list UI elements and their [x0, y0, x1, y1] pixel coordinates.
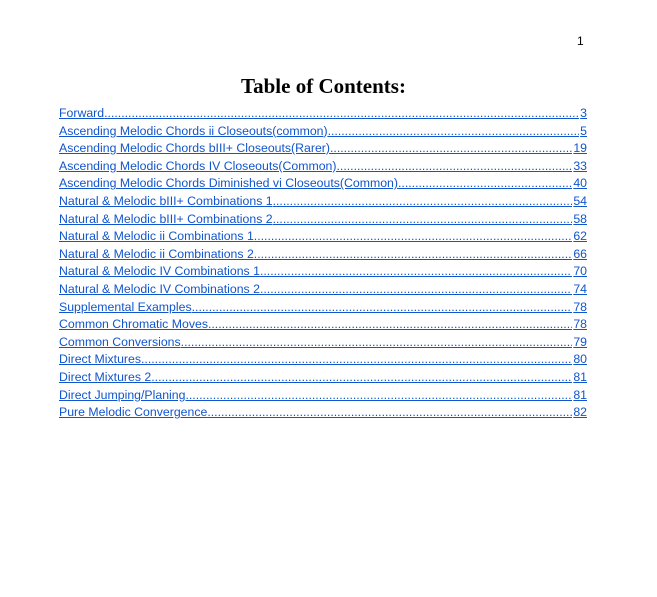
toc-entry-label: Natural & Melodic ii Combinations 2 — [59, 246, 254, 261]
toc-entry-page: 62 — [573, 229, 587, 244]
toc-leader-dots — [141, 351, 572, 369]
toc-leader-dots — [260, 281, 572, 299]
toc-entry-label: Forward — [59, 106, 105, 120]
toc-entry-label: Ascending Melodic Chords ii Closeouts(common) — [59, 123, 328, 138]
toc-entry[interactable] — [59, 387, 587, 405]
toc-entry-label: Direct Jumping/Planing — [59, 387, 186, 402]
toc-entry-page: 81 — [573, 369, 587, 384]
toc-leader-dots — [330, 140, 572, 158]
toc-entry[interactable] — [59, 299, 587, 317]
toc-entry-page: 80 — [573, 352, 587, 367]
toc-entry-label: Ascending Melodic Chords bIII+ Closeouts(Rarer) — [59, 141, 330, 156]
toc-leader-dots — [207, 404, 572, 422]
toc-entry-page: 54 — [573, 193, 587, 208]
toc-entry-page: 5 — [580, 123, 587, 138]
toc-entry[interactable] — [59, 369, 587, 387]
toc-entry[interactable] — [59, 175, 587, 193]
toc-entry[interactable] — [59, 351, 587, 369]
toc-entry-label: Supplemental Examples — [59, 299, 192, 314]
toc-entry-label: Direct Mixtures — [59, 352, 141, 367]
toc-entry[interactable] — [59, 105, 587, 123]
toc-entry-label: Common Chromatic Moves — [59, 317, 208, 332]
toc-leader-dots — [398, 175, 572, 193]
toc-entry[interactable] — [59, 281, 587, 299]
toc-leader-dots — [208, 316, 572, 334]
toc-entry-page: 58 — [573, 211, 587, 226]
toc-entry-label: Common Conversions — [59, 334, 181, 349]
toc-entry[interactable] — [59, 193, 587, 211]
toc-leader-dots — [254, 246, 573, 264]
toc-entry[interactable] — [59, 123, 587, 141]
toc-leader-dots — [273, 211, 573, 229]
toc-entry-label: Natural & Melodic IV Combinations 2 — [59, 281, 260, 296]
toc-leader-dots — [328, 123, 580, 141]
toc-entry-label: Natural & Melodic bIII+ Combinations 1 — [59, 193, 273, 208]
toc-entry-label: Natural & Melodic bIII+ Combinations 2 — [59, 211, 273, 226]
toc-entry-label: Ascending Melodic Chords IV Closeouts(Common) — [59, 158, 337, 173]
toc-entry[interactable] — [59, 140, 587, 158]
toc-leader-dots — [260, 263, 572, 281]
toc-entry[interactable] — [59, 316, 587, 334]
toc-entry-page: 3 — [580, 106, 587, 120]
toc-leader-dots — [336, 158, 572, 176]
toc-leader-dots — [181, 334, 573, 352]
toc-leader-dots — [192, 299, 573, 317]
toc-entry-page: 82 — [573, 405, 587, 420]
toc-entry[interactable] — [59, 211, 587, 229]
toc-entry-page: 78 — [573, 299, 587, 314]
toc-entry-label: Pure Melodic Convergence — [59, 405, 208, 420]
toc-entry-page: 70 — [573, 264, 587, 279]
page-title: Table of Contents: — [241, 74, 406, 98]
toc-leader-dots — [273, 193, 573, 211]
toc-entry[interactable] — [59, 263, 587, 281]
toc-entry-label: Direct Mixtures 2 — [59, 369, 152, 384]
toc-entry[interactable] — [59, 228, 587, 246]
toc-leader-dots — [254, 228, 573, 246]
toc-entry-label: Ascending Melodic Chords Diminished vi Closeouts(Common) — [59, 176, 398, 191]
toc-entry-page: 74 — [573, 281, 587, 296]
toc-entry-page: 66 — [573, 246, 587, 261]
toc-leader-dots — [151, 369, 572, 387]
toc-entry-page: 78 — [573, 317, 587, 332]
toc-entry-label: Natural & Melodic ii Combinations 1 — [59, 229, 254, 244]
toc-entry-page: 33 — [573, 158, 587, 173]
toc-leader-dots — [185, 387, 572, 405]
toc-entry[interactable] — [59, 158, 587, 176]
toc-entry[interactable] — [59, 334, 587, 352]
toc-entry-label: Natural & Melodic IV Combinations 1 — [59, 264, 260, 279]
table-of-contents — [59, 105, 587, 422]
toc-entry[interactable] — [59, 246, 587, 264]
toc-entry-page: 19 — [573, 141, 587, 156]
toc-entry[interactable] — [59, 404, 587, 422]
toc-leader-dots — [104, 105, 579, 123]
toc-entry-page: 40 — [573, 176, 587, 191]
toc-entry-page: 79 — [573, 334, 587, 349]
page-number: 1 — [577, 34, 584, 48]
toc-entry-page: 81 — [573, 387, 587, 402]
